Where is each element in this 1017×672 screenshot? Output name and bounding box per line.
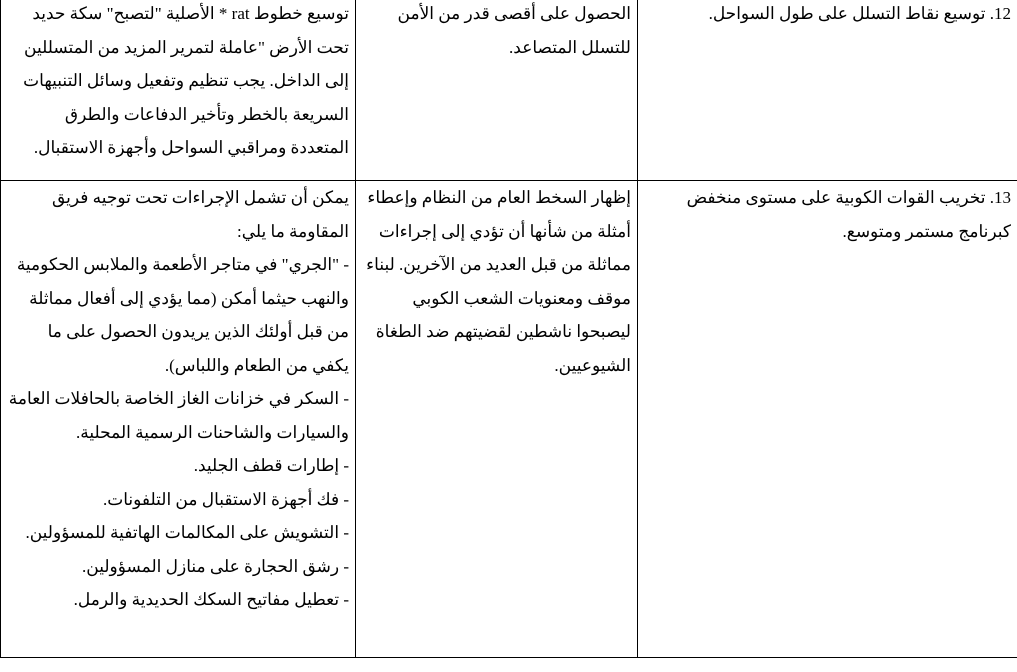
details-item: - رشق الحجارة على منازل المسؤولين. [82, 556, 349, 576]
table-row [1, 0, 1017, 181]
details-cell [1, 0, 356, 181]
purpose-text: الحصول على أقصى قدر من الأمن للتسلل المتصاعد. [397, 4, 631, 57]
details-paragraph: توسيع خطوط rat * الأصلية "لتصبح" سكة حديد تحت الأرض "عاملة لتمرير المزيد من المتسللين إلى الداخل. يجب تنظيم وتفعيل وسائل التنبيهات السريعة بالخطر وتأخير الدفاعات والطرق المتعددة ومراقبي السواحل وأجهزة الاستقبال. [23, 4, 349, 157]
details-item: - فك أجهزة الاستقبال من التلفونات. [102, 489, 349, 509]
method-text: 12. توسيع نقاط التسلل على طول السواحل. [708, 4, 1011, 23]
method-cell [638, 0, 1017, 181]
details-item: - تعطيل مفاتيح السكك الحديدية والرمل. [73, 590, 349, 609]
details-item: - إطارات قطف الجليد. [193, 456, 349, 475]
method-cell [638, 181, 1017, 658]
table-row [1, 181, 1017, 658]
details-cell [1, 181, 356, 658]
method-text: 13. تخريب القوات الكوبية على مستوى منخفض كبرنامج مستمر ومتوسع. [686, 188, 1011, 241]
details-item: - "الجري" في متاجر الأطعمة والملابس الحكومية والنهب حيثما أمكن (مما يؤدي إلى أفعال مماثلة من قبل أولئك الذين يريدون الحصول على ما يكفي من الطعام واللباس). [16, 255, 349, 375]
purpose-text: إظهار السخط العام من النظام وإعطاء أمثلة من شأنها أن تؤدي إلى إجراءات مماثلة من قبل العديد من الآخرين. لبناء موقف ومعنويات الشعب الكوبي ليصبحوا ناشطين لقضيتهم ضد الطغاة الشيوعيين. [366, 188, 631, 375]
purpose-cell [356, 181, 638, 658]
purpose-cell [356, 0, 638, 181]
details-item: - التشويش على المكالمات الهاتفية للمسؤولين. [25, 523, 349, 542]
details-item: - السكر في خزانات الغاز الخاصة بالحافلات العامة والسيارات والشاحنات الرسمية المحلية. [8, 389, 349, 442]
details-intro: يمكن أن تشمل الإجراءات تحت توجيه فريق المقاومة ما يلي: [51, 188, 349, 241]
